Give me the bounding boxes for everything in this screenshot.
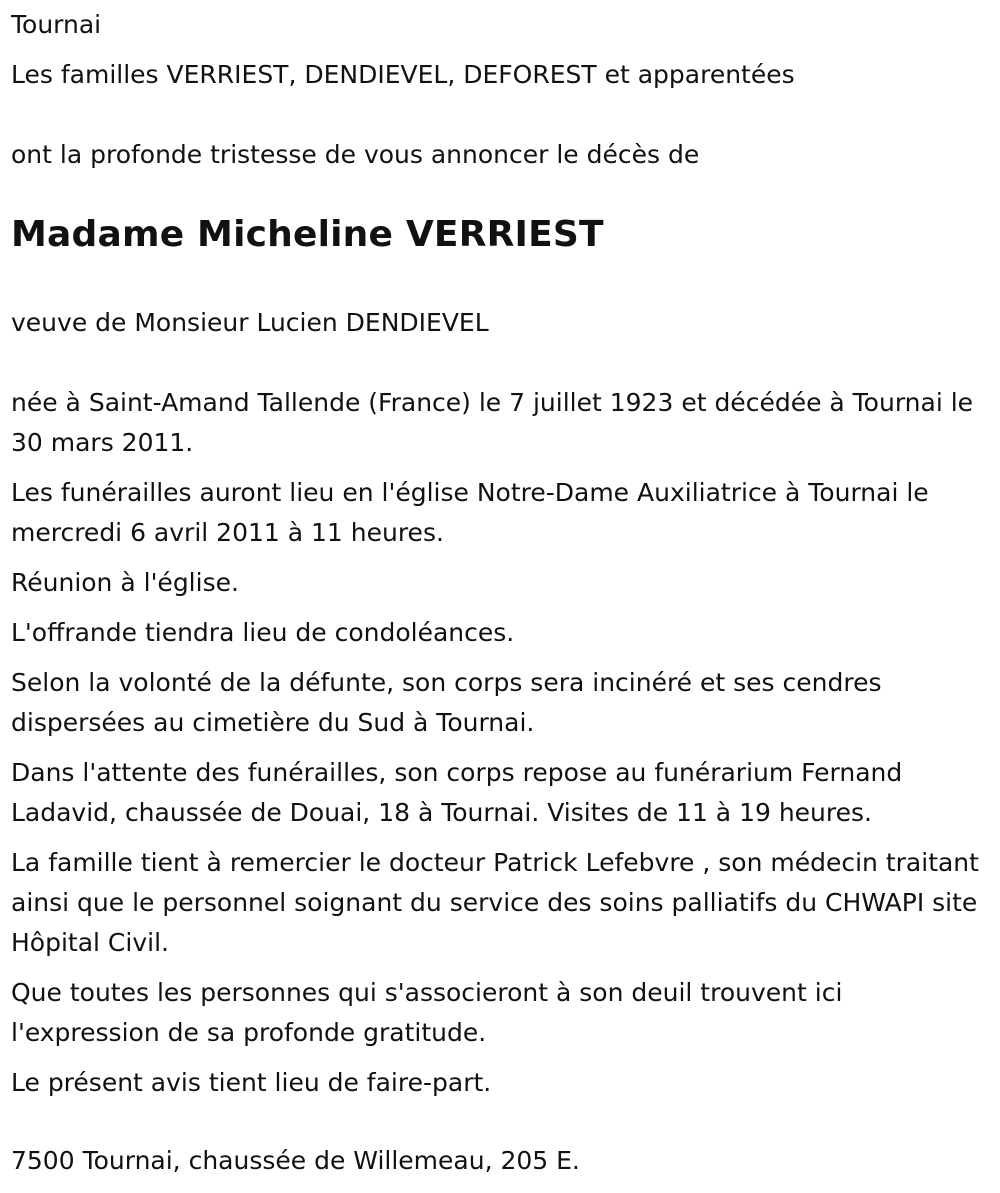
body-text (11, 383, 996, 1103)
address: 7500 Tournai, chaussée de Willemeau, 205 E. (11, 1146, 580, 1175)
funeral-details: Les funérailles auront lieu en l'église Notre-Dame Auxiliatrice à Tournai le mercredi 6 avril 2011 à 11 heures. (11, 478, 929, 547)
meeting: Réunion à l'église. (11, 568, 239, 597)
spouse-line: veuve de Monsieur Lucien DENDIEVEL (11, 308, 489, 337)
families: Les familles VERRIEST, DENDIEVEL, DEFOREST et apparentées (11, 60, 795, 89)
cremation: Selon la volonté de la défunte, son corps sera incinéré et ses cendres dispersées au cimetière du Sud à Tournai. (11, 668, 882, 737)
location: Tournai (11, 10, 102, 39)
notice: Le présent avis tient lieu de faire-part. (11, 1068, 492, 1097)
viewing: Dans l'attente des funérailles, son corps repose au funérarium Fernand Ladavid, chaussée de Douai, 18 à Tournai. Visites de 11 à 19 heures. (11, 758, 903, 827)
gratitude: Que toutes les personnes qui s'associeront à son deuil trouvent ici l'expression de sa profonde gratitude. (11, 978, 843, 1047)
thanks: La famille tient à remercier le docteur Patrick Lefebvre , son médecin traitant ainsi que le personnel soignant du service des soins palliatifs du CHWAPI site Hôpital Civil. (11, 848, 979, 957)
offering: L'offrande tiendra lieu de condoléances. (11, 618, 515, 647)
deceased-name: Madame Micheline VERRIEST (11, 214, 604, 255)
birth-death: née à Saint-Amand Tallende (France) le 7 juillet 1923 et décédée à Tournai le 30 mars 2011. (11, 388, 974, 457)
announcement: ont la profonde tristesse de vous annoncer le décès de (11, 140, 700, 169)
